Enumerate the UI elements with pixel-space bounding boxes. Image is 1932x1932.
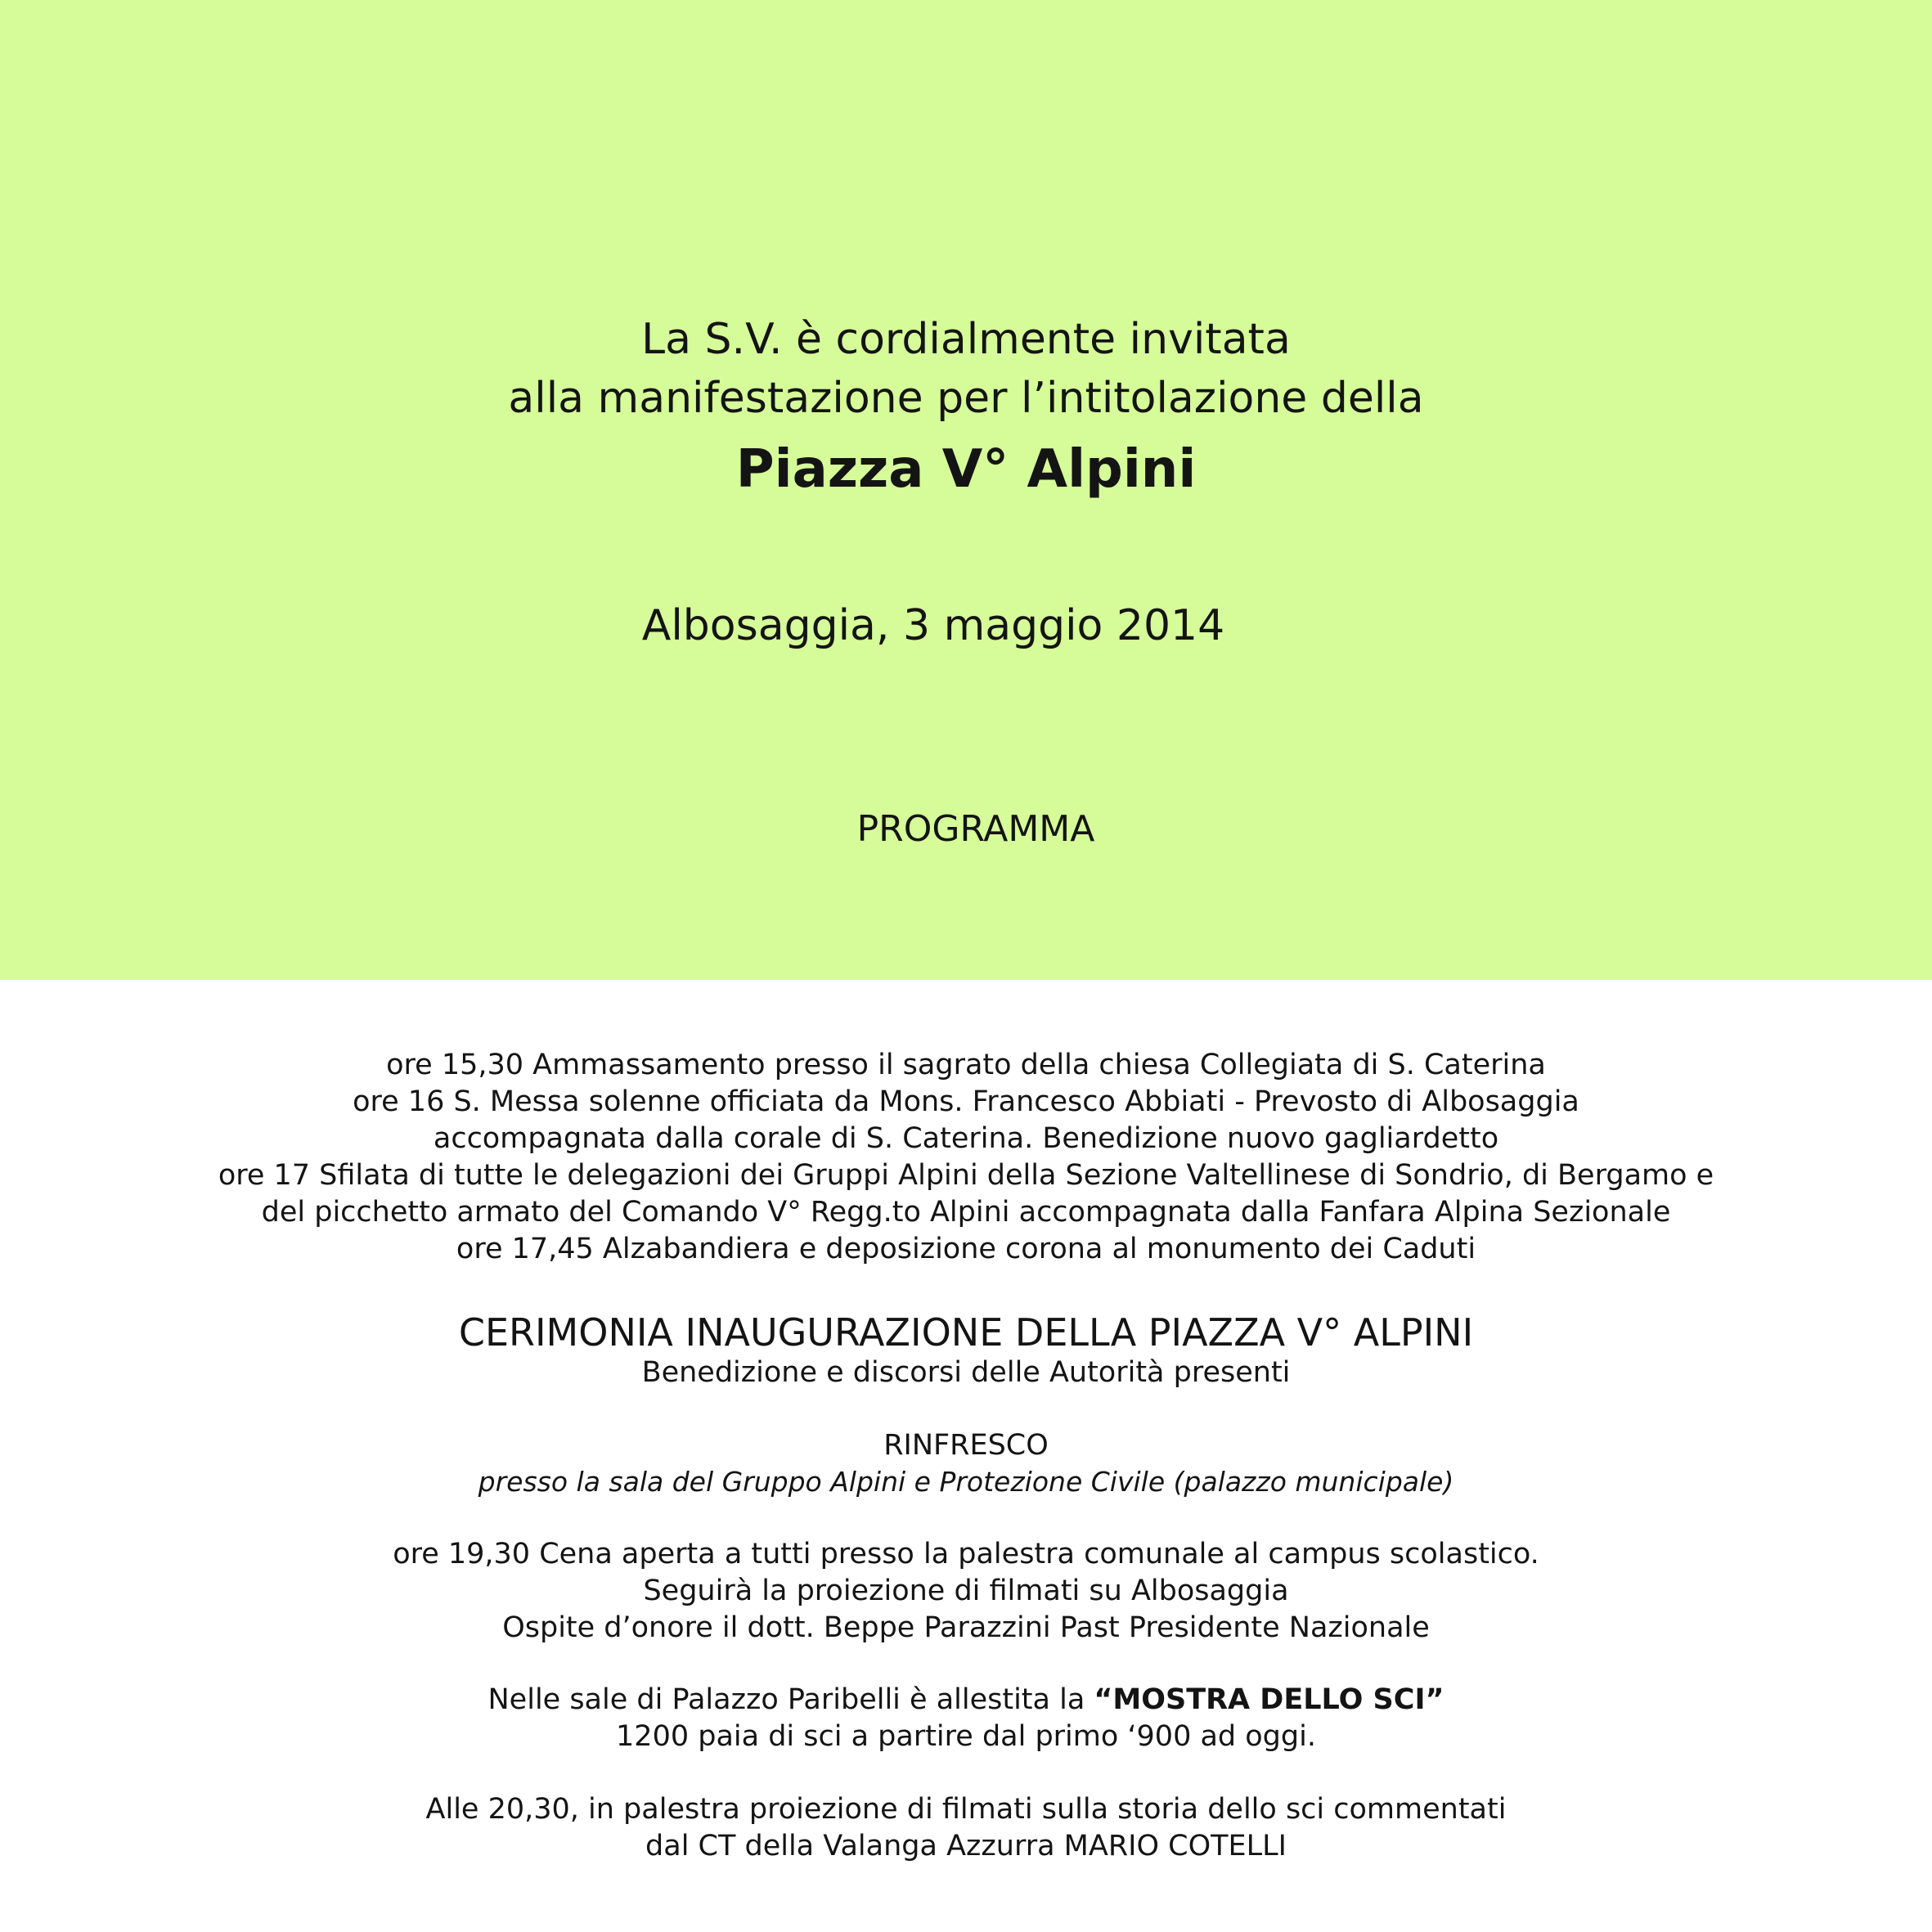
ceremony-title: CERIMONIA INAUGURAZIONE DELLA PIAZZA V° ALPINI <box>458 1310 1474 1355</box>
exhibit-prefix: Nelle sale di Palazzo Paribelli è allestita la <box>487 1683 1094 1716</box>
program-line-6: ore 17,45 Alzabandiera e deposizione corona al monumento dei Caduti <box>456 1233 1476 1265</box>
rinfresco-place: presso la sala del Gruppo Alpini e Protezione Civile (palazzo municipale) <box>478 1466 1454 1498</box>
dinner-line-3: Ospite d’onore il dott. Beppe Parazzini Past Presidente Nazionale <box>502 1611 1430 1644</box>
dinner-line-1: ore 19,30 Cena aperta a tutti presso la palestra comunale al campus scolastico. <box>393 1538 1539 1570</box>
film-line-2: dal CT della Valanga Azzurra MARIO COTELLI <box>645 1830 1287 1862</box>
film-line-1: Alle 20,30, in palestra proiezione di filmati sulla storia dello sci commentati <box>425 1793 1507 1826</box>
invite-line-2: alla manifestazione per l’intitolazione della <box>508 374 1424 423</box>
piazza-title: Piazza V° Alpini <box>735 439 1197 500</box>
invite-line-1: La S.V. è cordialmente invitata <box>641 315 1291 364</box>
rinfresco-heading: RINFRESCO <box>883 1429 1049 1462</box>
programma-heading: PROGRAMMA <box>856 808 1095 850</box>
exhibit-name: “MOSTRA DELLO SCI” <box>1094 1683 1445 1716</box>
dinner-line-2: Seguirà la proiezione di filmati su Albosaggia <box>643 1575 1289 1607</box>
exhibit-line-1 <box>0 1683 1932 1716</box>
exhibit-line-2: 1200 paia di sci a partire dal primo ‘900 ad oggi. <box>616 1720 1316 1753</box>
program-line-5: del picchetto armato del Comando V° Regg.to Alpini accompagnata dalla Fanfara Alpina Sezionale <box>261 1196 1671 1229</box>
program-line-1: ore 15,30 Ammassamento presso il sagrato della chiesa Collegiata di S. Caterina <box>386 1049 1546 1081</box>
ceremony-subtitle: Benedizione e discorsi delle Autorità presenti <box>641 1356 1291 1389</box>
program-line-3: accompagnata dalla corale di S. Caterina. Benedizione nuovo gagliardetto <box>433 1122 1499 1155</box>
program-line-4: ore 17 Sfilata di tutte le delegazioni dei Gruppi Alpini della Sezione Valtellinese di Sondrio, di Bergamo e <box>218 1159 1714 1192</box>
program-line-2: ore 16 S. Messa solenne officiata da Mons. Francesco Abbiati - Prevosto di Albosaggia <box>353 1085 1579 1118</box>
place-date: Albosaggia, 3 maggio 2014 <box>641 601 1225 650</box>
